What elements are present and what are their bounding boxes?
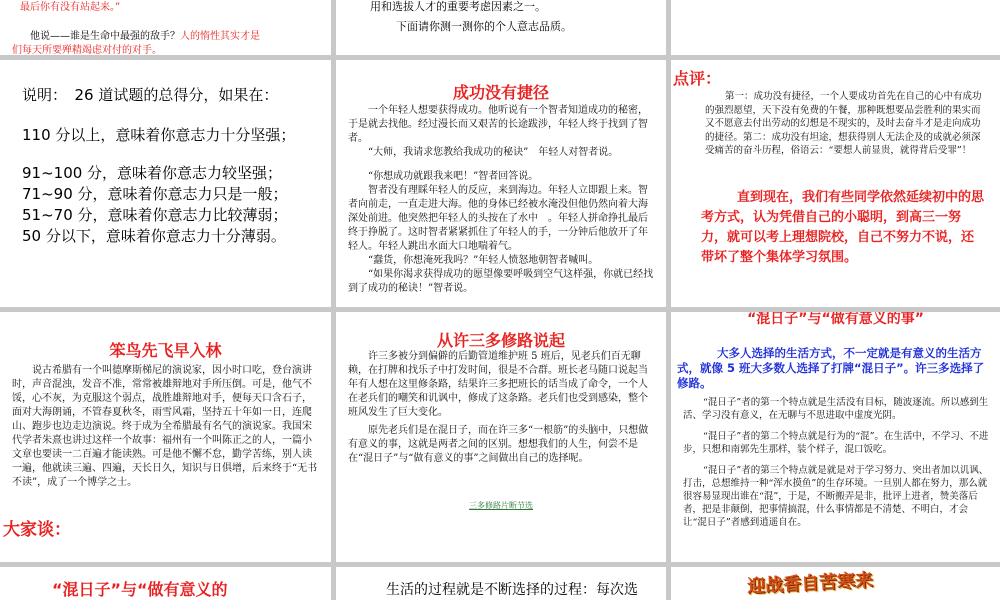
score-line: 110 分以上，意味着你意志力十分坚强； [22, 126, 296, 144]
text-segment-red: 人的惰性其实才是 [180, 31, 260, 42]
slide-bottom-right [671, 567, 1000, 600]
story-title: “混日子”与“做有意义的事” [747, 312, 924, 327]
video-link[interactable]: 三多修路片断节选 [469, 501, 533, 510]
paragraph: “蠢货，你想淹死我吗？”年轻人愤怒地朝智者喊叫。 [368, 255, 599, 266]
wordart-title: 迎战香自苦寒来 [746, 569, 874, 598]
text-line [30, 27, 260, 42]
paragraph: 原先老兵们是在混日子，而在许三多“一根筋”的头脑中，只想做有意义的事，这就是两者之间的区别。想想我们的人生，何尝不是在“混日子”与“做有意义的事”之间做出自己的选择呢。 [348, 425, 649, 464]
text-line: 最后你有没有站起来。” [20, 2, 121, 13]
text-line: 下面请你测一测你的个人意志品质。 [396, 20, 572, 33]
text-line: 生活的过程就是不断选择的过程：每次选 [386, 582, 638, 598]
comment-paragraph: 第一：成功没有捷径，一个人要成功首先在自己的心中有成功的强烈愿望，天下没有免费的午餐，那种既想要品尝胜利的果实而又不愿意去付出劳动的幻想是不现实的，及时去奋斗才是走向成功的捷径。第二：成功没有坦途，想获得别人无法企及的成就必须深受痛苦的奋斗历程，俗语云：“要想人前显贵，就得背后受罪”！ [705, 91, 982, 156]
story-title: 笨鸟先飞早入林 [109, 341, 222, 360]
paragraph: “混日子”者的第一个特点就是生活没有目标，随波逐流。所以感到生活、学习没有意义，在无聊与不思进取中虚度光阴。 [683, 397, 989, 421]
slide-top-mid [336, 0, 666, 55]
story-title: 成功没有捷径 [452, 83, 549, 102]
paragraph: “如果你渴求获得成功的愿望像要呼吸到空气这样强，你就已经找到了成功的秘诀！”智者说。 [348, 269, 654, 294]
score-line: 71~90 分，意味着你意志力只是一般； [22, 185, 288, 203]
paragraph: 智者没有理睬年轻人的反应，来到海边。年轻人立即跟上来。智者向前走，一直走进大海。他的身体已经被水淹没但他仍然向着大海深处前进。他突然把年轻人的头按在了水中 。年轻人拼命挣扎最后终于挣脱了。这时智者紧紧抓住了年轻人的手，一分钟后他放开了年轻人。年轻人跳出水面大口地喘着气。 [348, 185, 648, 252]
story-body [683, 396, 990, 529]
slide-story-bird [0, 312, 331, 562]
slide-bottom-left [0, 567, 331, 600]
slide-story-mixing [671, 312, 1000, 562]
slide-bottom-mid [336, 567, 666, 600]
comment-highlight: 直到现在，我们有些同学依然延续初中的思考方式，认为凭借自己的小聪明，到高三一努力，就可以考上理想院校，自己不努力不说，还带坏了整个集体学习氛围。 [701, 190, 985, 265]
paragraph: “你想成功就跟我来吧！”智者回答说。 [368, 171, 539, 182]
slide-title: “混日子”与“做有意义的 [52, 580, 228, 599]
paragraph: “混日子”者的第二个特点就是行为的“混”。在生活中，不学习、不进步，只想和南郭先生那样，装个样子，混口饭吃。 [683, 431, 989, 455]
story-title: 从许三多修路说起 [436, 331, 565, 350]
text-line: 用和选拔人才的重要考虑因素之一。 [370, 0, 546, 13]
story-body [348, 104, 654, 296]
slide-top-left [0, 0, 331, 55]
comment-title: 点评： [673, 69, 722, 88]
slide-story-road [336, 312, 666, 562]
score-line: 51~70 分，意味着你意志力比较薄弱； [22, 206, 288, 224]
slide-score [0, 60, 331, 307]
score-line: 91~100 分，意味着你意志力较坚强； [22, 164, 283, 182]
slide-top-right [671, 0, 1000, 55]
paragraph: “混日子”者的第三个特点就是就是对于学习努力、突出者加以讥讽、打击，总想维持一种“浑水摸鱼”的生存环境。一旦别人都在努力，那么就很容易显现出谁在“混”，于是，不断搬弄是非，批评上进者，赞美落后者，把是非颠倒，把事情搞混，什么事情都是不清楚、不明白，才会让“混日子”者感到逍遥自在。 [683, 465, 989, 528]
paragraph: “大师，我请求您教给我成功的秘诀” 年轻人对智者说。 [368, 147, 619, 158]
story-body [348, 350, 654, 466]
paragraph: 许三多被分到偏僻的后勤管道维护班 5 班后，见老兵们百无聊赖，在打牌和找乐子中打发时间，很是不合群。班长老马随口说起当年有人想在这里修条路，结果许三多把班长的话当成了命令，一个人在老兵们的嘲笑和讥讽中，修成了这条路。老兵们也受到感染，整个班风发生了巨大变化。 [348, 351, 648, 418]
score-intro: 说明： 26 道试题的总得分，如果在： [22, 86, 279, 104]
slide-story-success [336, 60, 666, 307]
paragraph: 一个年轻人想要获得成功。他听说有一个智者知道成功的秘密，于是就去找他。经过漫长而又艰苦的长途跋涉，年轻人终于找到了智者。 [348, 105, 648, 144]
text-line: 们每天所要殚精竭虑对付的对手。 [12, 45, 162, 55]
slide-comment [671, 60, 1000, 307]
paragraph: 说古希腊有一个叫德摩斯梯尼的演说家，因小时口吃，登台演讲时，声音混浊，发音不准，常常被雄辩地对手所压倒。可是，他气不馁，心不灰，为克服这个弱点，战胜雄辩地对手，便每天口含石子，面对大海朗诵，不管春夏秋冬，雨雪风霜，坚持五十年如一日，连爬山、跑步也边走边演说。终于成为全希腊最有名气的演说家。我国宋代学者朱熹也讲过这样一个故事：福州有一个叫陈正之的人，一篇小文章也要读一二百遍才能读熟。可是他不懈不怠，勤学苦练，别人读一遍，他就读三遍、四遍，天长日久，知识与日俱增，后来终于“无书不读”，成了一个博学之士。 [12, 365, 318, 488]
story-intro: 大多人选择的生活方式，不一定就是有意义的生活方式，就像 5 班大多数人选择了打牌“混日子”。许三多选择了修路。 [677, 346, 985, 390]
text-segment: 他说——谁是生命中最强的敌手？ [30, 31, 180, 42]
discuss-label: 大家谈： [3, 520, 71, 540]
score-line: 50 分以下，意味着你意志力十分薄弱。 [22, 227, 286, 245]
